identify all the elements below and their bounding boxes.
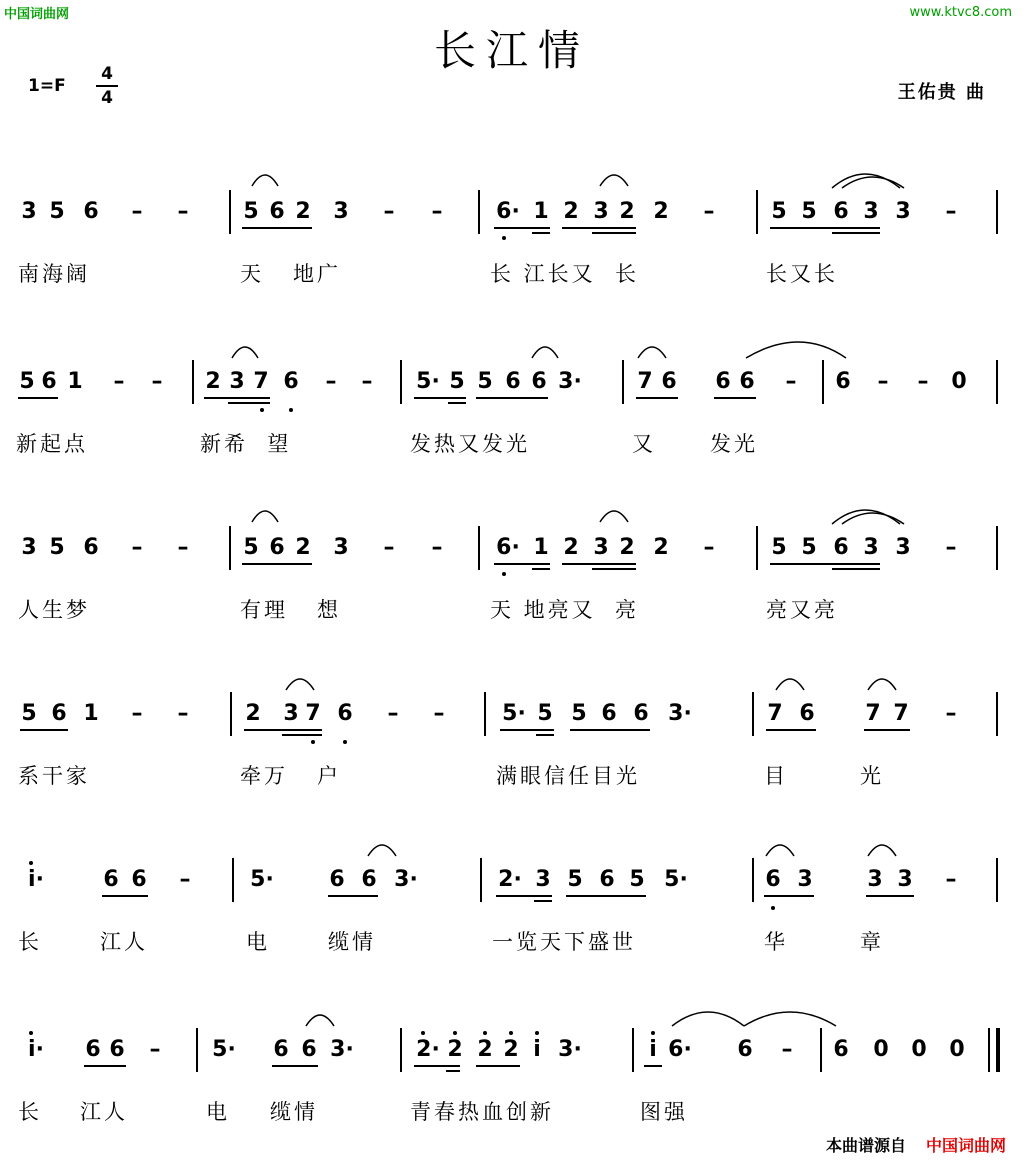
note: 2: [653, 199, 669, 224]
meter-top: 4: [101, 64, 113, 84]
score-row-4: [0, 700, 1024, 800]
low-octave-dot: [311, 740, 315, 744]
note: 7: [893, 701, 909, 726]
bar-line: [478, 526, 480, 570]
note: 1: [533, 535, 549, 560]
meter-divider: [96, 85, 118, 87]
note: 6: [739, 369, 755, 394]
note: 3: [593, 199, 609, 224]
bar-line: [752, 858, 754, 902]
slur-marks: [0, 494, 1024, 536]
bar-line: [230, 692, 232, 736]
underline: [102, 895, 148, 897]
lyric: 新起点: [16, 432, 88, 456]
note: 3: [333, 535, 349, 560]
lyric: 长又长: [766, 262, 838, 286]
note: 6: [833, 1037, 849, 1062]
note: 6: [41, 369, 57, 394]
underline: [448, 402, 466, 404]
note: 6: [531, 369, 547, 394]
bar-line: [400, 1028, 402, 1072]
underline: [592, 232, 636, 234]
note: 3: [333, 199, 349, 224]
lyric: 有理 想: [240, 598, 342, 622]
source-label: 本曲谱源自: [825, 1136, 906, 1155]
site-logo-left[interactable]: 中国词曲网: [4, 7, 70, 22]
note: 6: [833, 199, 849, 224]
underline: [204, 397, 270, 399]
lyric: 长 江长又 长: [490, 262, 640, 286]
note: –: [433, 701, 445, 726]
note: 6: [737, 1037, 753, 1062]
note: 7: [767, 701, 783, 726]
underline: [770, 227, 880, 229]
note: –: [917, 369, 929, 394]
lyric: 章: [860, 930, 884, 954]
lyric: 目: [764, 764, 788, 788]
note: –: [703, 199, 715, 224]
bar-line: [196, 1028, 198, 1072]
note: 3: [897, 867, 913, 892]
note: 2: [563, 535, 579, 560]
underline: [592, 568, 636, 570]
bar-line: [756, 190, 758, 234]
low-octave-dot: [771, 906, 775, 910]
source-credit: [826, 1133, 1006, 1156]
note: 3·: [330, 1037, 354, 1062]
note: 7: [305, 701, 321, 726]
bar-line: [480, 858, 482, 902]
note: 6: [83, 535, 99, 560]
note: 6·: [668, 1037, 692, 1062]
note: –: [383, 199, 395, 224]
bar-line: [996, 360, 998, 404]
note: 3: [593, 535, 609, 560]
note: 5: [21, 701, 37, 726]
note: 5: [571, 701, 587, 726]
note: 5·: [416, 369, 440, 394]
underline: [446, 1070, 460, 1072]
slur-marks: [0, 158, 1024, 200]
note: 5·: [664, 867, 688, 892]
bar-line: [632, 1028, 634, 1072]
score-row-5: [0, 866, 1024, 966]
note: 5: [771, 199, 787, 224]
note: 5: [49, 535, 65, 560]
underline: [534, 900, 552, 902]
note: 6: [601, 701, 617, 726]
note: 2: [619, 535, 635, 560]
score-row-1: [0, 198, 1024, 298]
note: 5: [243, 535, 259, 560]
note: i: [649, 1037, 657, 1062]
underline: [500, 729, 554, 731]
note: 6: [835, 369, 851, 394]
note: 6: [103, 867, 119, 892]
lyric: 图强: [640, 1100, 688, 1124]
lyric: 一览天下盛世: [492, 930, 636, 954]
note: 0: [911, 1037, 927, 1062]
slur-marks: [0, 660, 1024, 702]
underline: [272, 1065, 318, 1067]
note: 2: [245, 701, 261, 726]
note: 6: [799, 701, 815, 726]
note: 6: [599, 867, 615, 892]
lyric: 牵万 户: [240, 764, 342, 788]
underline: [242, 227, 312, 229]
note: 6: [715, 369, 731, 394]
slur-marks: [0, 826, 1024, 868]
underline: [84, 1065, 126, 1067]
low-octave-dot: [260, 408, 264, 412]
score-row-2: [0, 368, 1024, 468]
note: 3: [535, 867, 551, 892]
lyric: 满眼信任目光: [496, 764, 640, 788]
note: 6: [269, 535, 285, 560]
note: 6: [85, 1037, 101, 1062]
note: –: [945, 199, 957, 224]
note: 3·: [558, 1037, 582, 1062]
lyric: 人生梦: [18, 598, 90, 622]
note: –: [431, 535, 443, 560]
slur-marks: [0, 328, 1024, 370]
note: 5·: [250, 867, 274, 892]
note: –: [131, 701, 143, 726]
lyric: 江人: [80, 1100, 128, 1124]
lyric: 缆情: [328, 930, 376, 954]
underline: [282, 734, 322, 736]
high-octave-dot: [421, 1031, 425, 1035]
lyric: 南海阔: [18, 262, 90, 286]
note: 6: [329, 867, 345, 892]
note: 6: [765, 867, 781, 892]
underline: [244, 729, 322, 731]
note: 7: [253, 369, 269, 394]
note: 1: [533, 199, 549, 224]
bar-line: [478, 190, 480, 234]
lyric: 系干家: [18, 764, 90, 788]
note: 5: [449, 369, 465, 394]
underline: [18, 397, 58, 399]
underline: [476, 1065, 520, 1067]
note: 5·: [212, 1037, 236, 1062]
low-octave-dot: [343, 740, 347, 744]
note: 2: [563, 199, 579, 224]
note: –: [785, 369, 797, 394]
note: 3·: [668, 701, 692, 726]
underline: [494, 227, 550, 229]
note: –: [945, 535, 957, 560]
note: 2: [205, 369, 221, 394]
note: –: [113, 369, 125, 394]
note: i·: [28, 1037, 44, 1062]
underline: [536, 734, 554, 736]
high-octave-dot: [509, 1031, 513, 1035]
underline: [864, 729, 910, 731]
note: 2: [477, 1037, 493, 1062]
note: 1: [83, 701, 99, 726]
note: i·: [28, 867, 44, 892]
underline: [328, 895, 378, 897]
note: 2: [619, 199, 635, 224]
double-bar-line: [988, 1028, 990, 1072]
underline: [20, 729, 68, 731]
note: 6: [131, 867, 147, 892]
note: 3: [21, 535, 37, 560]
note: –: [361, 369, 373, 394]
note: –: [177, 701, 189, 726]
note: 6: [337, 701, 353, 726]
bar-line: [996, 190, 998, 234]
bar-line: [484, 692, 486, 736]
bar-line: [232, 858, 234, 902]
lyric: 长: [18, 1100, 42, 1124]
note: 7: [637, 369, 653, 394]
bar-line: [756, 526, 758, 570]
note: 0: [873, 1037, 889, 1062]
underline: [562, 563, 636, 565]
note: 6: [505, 369, 521, 394]
note: 5: [567, 867, 583, 892]
high-octave-dot: [29, 861, 33, 865]
note: 1: [67, 369, 83, 394]
note: 5: [19, 369, 35, 394]
lyric: 电: [246, 930, 270, 954]
note: –: [945, 867, 957, 892]
source-site-link[interactable]: 中国词曲网: [925, 1136, 1006, 1155]
note: 6: [361, 867, 377, 892]
underline: [770, 563, 880, 565]
lyric: 江人: [100, 930, 148, 954]
note: –: [179, 867, 191, 892]
note: 7: [865, 701, 881, 726]
note: i: [533, 1037, 541, 1062]
note: 2: [295, 199, 311, 224]
bar-line: [996, 692, 998, 736]
low-octave-dot: [502, 236, 506, 240]
note: –: [945, 701, 957, 726]
note: 2: [653, 535, 669, 560]
note: –: [177, 535, 189, 560]
note: 3: [283, 701, 299, 726]
note: 2: [295, 535, 311, 560]
underline: [866, 895, 914, 897]
bar-line: [622, 360, 624, 404]
note: 6: [109, 1037, 125, 1062]
note: –: [131, 535, 143, 560]
note: 6: [51, 701, 67, 726]
underline: [242, 563, 312, 565]
bar-line: [996, 858, 998, 902]
underline: [570, 729, 650, 731]
note: 5·: [502, 701, 526, 726]
bar-line: [822, 360, 824, 404]
lyric: 光: [860, 764, 884, 788]
lyric: 又: [632, 432, 656, 456]
underline: [532, 232, 550, 234]
lyric: 新希 望: [200, 432, 292, 456]
underline: [532, 568, 550, 570]
note: –: [877, 369, 889, 394]
note: –: [131, 199, 143, 224]
bar-line: [752, 692, 754, 736]
note: 3: [863, 535, 879, 560]
high-octave-dot: [651, 1031, 655, 1035]
note: 3: [21, 199, 37, 224]
bar-line: [996, 526, 998, 570]
note: 6·: [496, 535, 520, 560]
note: 5: [629, 867, 645, 892]
lyric: 发光: [710, 432, 758, 456]
underline: [476, 397, 548, 399]
bar-line: [229, 190, 231, 234]
note: 3: [895, 199, 911, 224]
note: 2: [447, 1037, 463, 1062]
note: –: [177, 199, 189, 224]
note: 6: [269, 199, 285, 224]
note: 6: [273, 1037, 289, 1062]
note: 5: [243, 199, 259, 224]
note: –: [325, 369, 337, 394]
bar-line: [820, 1028, 822, 1072]
note: 0: [951, 369, 967, 394]
lyric: 电: [206, 1100, 230, 1124]
note: 2·: [498, 867, 522, 892]
note: –: [383, 535, 395, 560]
key-signature: 1=F: [28, 76, 66, 96]
high-octave-dot: [453, 1031, 457, 1035]
composer-credit: 王佑贵 曲: [897, 82, 986, 103]
note: –: [431, 199, 443, 224]
lyric: 发热又发光: [410, 432, 530, 456]
note: –: [781, 1037, 793, 1062]
lyric: 长: [18, 930, 42, 954]
bar-line: [400, 360, 402, 404]
note: 6: [833, 535, 849, 560]
bar-line: [229, 526, 231, 570]
note: 5: [537, 701, 553, 726]
note: 3·: [558, 369, 582, 394]
note: 5: [801, 535, 817, 560]
note: 3: [797, 867, 813, 892]
note: 5: [771, 535, 787, 560]
note: –: [387, 701, 399, 726]
note: –: [703, 535, 715, 560]
lyric: 天 地亮又 亮: [490, 598, 640, 622]
note: 3: [867, 867, 883, 892]
underline: [228, 402, 270, 404]
song-title: 长江情: [433, 26, 590, 75]
lyric: 亮又亮: [766, 598, 838, 622]
note: 6: [83, 199, 99, 224]
score-row-3: [0, 534, 1024, 634]
note: 3: [229, 369, 245, 394]
double-bar-line: [996, 1028, 1000, 1072]
note: 3·: [394, 867, 418, 892]
underline: [414, 1065, 460, 1067]
note: 6·: [496, 199, 520, 224]
note: 6: [633, 701, 649, 726]
meter-bottom: 4: [101, 88, 113, 108]
underline: [832, 568, 880, 570]
underline: [764, 895, 814, 897]
score-row-6: [0, 1036, 1024, 1136]
note: 3: [895, 535, 911, 560]
note: 6: [661, 369, 677, 394]
time-signature: [96, 64, 118, 108]
lyric: 青春热血创新: [410, 1100, 554, 1124]
underline: [636, 397, 678, 399]
note: 6: [301, 1037, 317, 1062]
note: 6: [283, 369, 299, 394]
low-octave-dot: [502, 572, 506, 576]
note: 0: [949, 1037, 965, 1062]
high-octave-dot: [29, 1031, 33, 1035]
underline: [644, 1065, 662, 1067]
underline: [562, 227, 636, 229]
note: 5: [801, 199, 817, 224]
lyric: 缆情: [270, 1100, 318, 1124]
high-octave-dot: [483, 1031, 487, 1035]
underline: [566, 895, 646, 897]
note: 2: [503, 1037, 519, 1062]
note: –: [151, 369, 163, 394]
note: 5: [477, 369, 493, 394]
bar-line: [192, 360, 194, 404]
lyric: 天 地广: [240, 262, 342, 286]
lyric: 华: [764, 930, 788, 954]
high-octave-dot: [535, 1031, 539, 1035]
underline: [714, 397, 756, 399]
underline: [496, 895, 552, 897]
underline: [414, 397, 466, 399]
note: 2·: [416, 1037, 440, 1062]
note: 5: [49, 199, 65, 224]
underline: [832, 232, 880, 234]
note: –: [149, 1037, 161, 1062]
note: 3: [863, 199, 879, 224]
low-octave-dot: [289, 408, 293, 412]
underline: [766, 729, 816, 731]
site-url-right[interactable]: www.ktvc8.com: [909, 5, 1012, 20]
underline: [494, 563, 550, 565]
